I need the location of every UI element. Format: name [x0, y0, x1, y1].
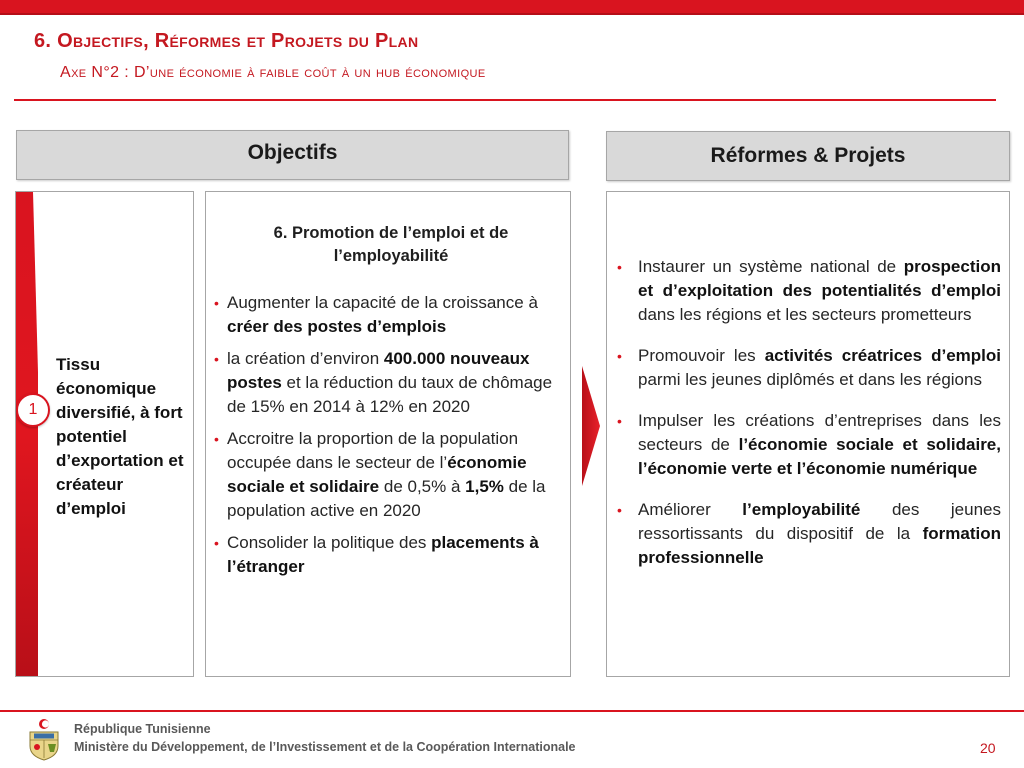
top-red-bar: [0, 0, 1024, 13]
reform-item: • Instaurer un système national de prospection et d’exploitation des potentialités d’emploi dans les régions et les secteurs prometteurs: [617, 257, 1001, 324]
reformes-header: Réformes & Projets: [606, 131, 1010, 181]
reform-list: [617, 255, 1001, 587]
bullet-icon: •: [214, 431, 219, 447]
objective-item: • Accroitre la proportion de la population occupée dans le secteur de l’économie sociale et solidaire de 0,5% à 1,5% de la population active en 2020: [214, 429, 546, 520]
objective-title: 6. Promotion de l’emploi et de l’employabilité: [273, 224, 509, 265]
objective-item: • la création d’environ 400.000 nouveaux postes et la réduction du taux de chômage de 15% en 2014 à 12% en 2020: [214, 349, 553, 416]
reform-item: • Impulser les créations d’entreprises dans les secteurs de l’économie sociale et solidaire, l’économie verte et l’économie numérique: [617, 411, 1001, 478]
axis-label: Tissu économique diversifié, à fort potentiel d’exportation et créateur d’emploi: [56, 355, 184, 518]
axis-panel: [15, 191, 194, 677]
bullet-icon: •: [214, 351, 219, 367]
objective-item: • Consolider la politique des placements à l’étranger: [214, 533, 539, 576]
bullet-icon: •: [617, 348, 622, 364]
page-number: 20: [980, 740, 996, 756]
axis-ribbon: [16, 192, 38, 677]
slide-subtitle: Axe N°2 : D’une économie à faible coût à un hub économique: [60, 64, 486, 81]
bullet-icon: •: [214, 295, 219, 311]
reforms-panel: [606, 191, 1010, 677]
objective-list: [214, 291, 568, 587]
top-red-bar-edge: [0, 13, 1024, 15]
bullet-icon: •: [617, 413, 622, 429]
title-divider: [14, 99, 996, 101]
footer-republic: République Tunisienne: [74, 722, 211, 736]
arrow-right-icon: [582, 366, 600, 486]
footer-divider: [0, 710, 1024, 712]
slide-title: 6. Objectifs, Réformes et Projets du Plan: [34, 30, 419, 52]
reform-item: • Améliorer l’employabilité des jeunes ressortissants du dispositif de la formation professionnelle: [617, 500, 1001, 567]
objectifs-header: Objectifs: [16, 130, 569, 180]
tunisia-emblem-icon: [26, 718, 62, 762]
objective-item: • Augmenter la capacité de la croissance à créer des postes d’emplois: [214, 293, 538, 336]
axis-number-badge: 1: [16, 393, 50, 427]
bullet-icon: •: [617, 502, 622, 518]
bullet-icon: •: [214, 535, 219, 551]
footer-ministry: Ministère du Développement, de l’Investissement et de la Coopération Internationale: [74, 740, 576, 754]
bullet-icon: •: [617, 259, 622, 275]
reform-item: • Promouvoir les activités créatrices d’emploi parmi les jeunes diplômés et dans les régions: [617, 346, 1001, 389]
objectives-panel: [205, 191, 571, 677]
